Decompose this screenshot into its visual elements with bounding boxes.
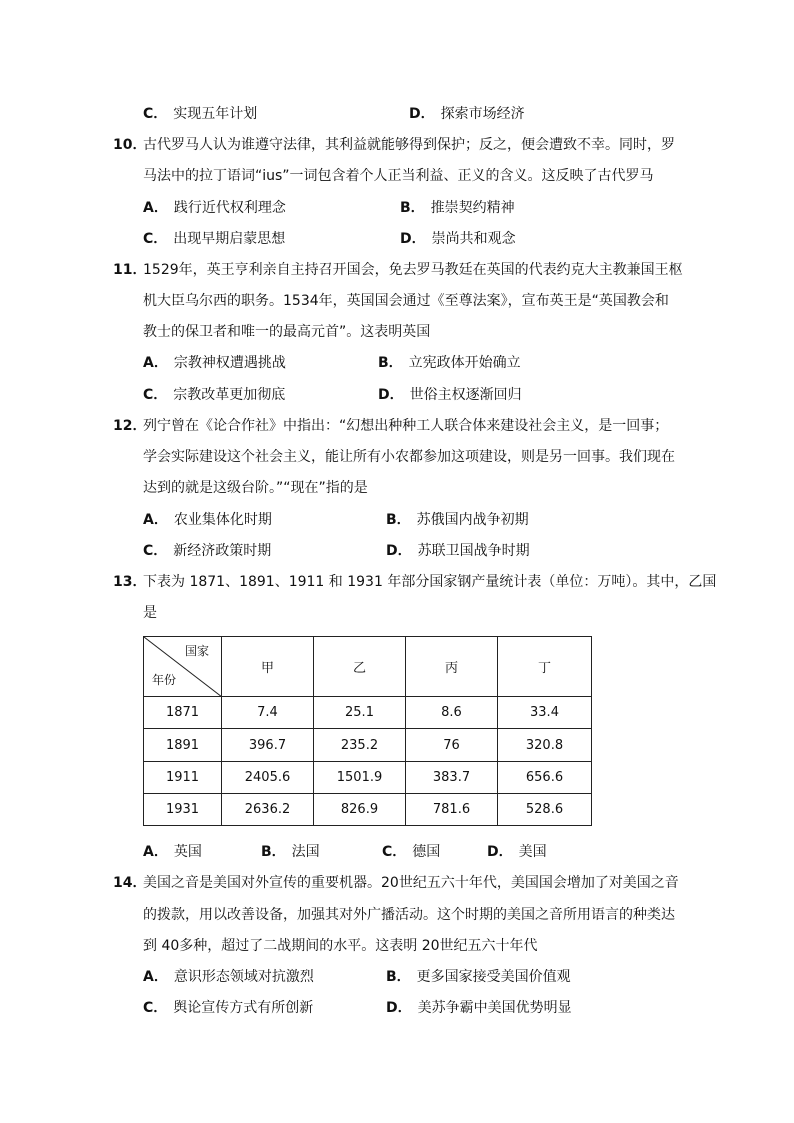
option-text: 新经济政策时期 [173,543,272,559]
option-text: 农业集体化时期 [173,512,272,528]
option-key: D． [386,543,412,559]
option-key: A． [143,844,168,860]
q13-stem-line: 下表为 1871、1891、1911 和 1931 年部分国家钢产量统计表（单位：万吨）。其中，乙国 [143,574,717,590]
table-header-row [144,637,592,697]
table-cell: 76 [406,729,498,761]
option-text: 苏联卫国战争时期 [417,543,530,559]
q14-stem-line: 的拨款，用以改善设备，加强其对外广播活动。这个时期的美国之音所用语言的种类达 [143,907,675,923]
option-key: C． [143,387,168,403]
corner-row-header: 年份 [152,673,177,688]
table-cell: 7.4 [222,697,314,729]
q10-option-c[interactable] [143,228,285,248]
table-col-header: 乙 [314,637,406,697]
table-cell: 235.2 [314,729,406,761]
option-text: 法国 [291,844,320,860]
table-cell: 2405.6 [222,761,314,793]
option-key: B． [378,355,403,371]
q9-option-d[interactable] [409,103,525,123]
corner-col-header: 国家 [184,644,209,658]
table-cell: 1501.9 [314,761,406,793]
option-text: 苏俄国内战争初期 [416,512,529,528]
table-cell: 2636.2 [222,793,314,825]
q13-option-d[interactable] [487,841,547,861]
q12-option-c[interactable] [143,540,271,560]
option-text: 出现早期启蒙思想 [173,231,286,247]
option-key: C． [143,231,168,247]
q13-option-b[interactable] [261,841,320,861]
table-cell: 320.8 [498,729,592,761]
q12-option-d[interactable] [386,540,530,560]
q11-option-d[interactable] [378,384,522,404]
table-cell: 396.7 [222,729,314,761]
option-key: B． [386,512,411,528]
option-text: 宗教改革更加彻底 [173,387,286,403]
option-text: 立宪政体开始确立 [408,355,521,371]
option-key: C． [143,1000,168,1016]
q12-stem-line: 列宁曾在《论合作社》中指出：“幻想出种种工人联合体来建设社会主义，是一回事； [143,418,669,434]
table-cell: 656.6 [498,761,592,793]
option-key: A． [143,200,168,216]
option-text: 崇尚共和观念 [431,231,516,247]
q14-stem-line: 美国之音是美国对外宣传的重要机器。20世纪五六十年代，美国国会增加了对美国之音 [143,875,679,891]
table-cell: 383.7 [406,761,498,793]
table-row-year: 1911 [144,761,222,793]
option-key: D． [409,106,435,122]
q11-stem-line: 教士的保卫者和唯一的最高元首”。这表明英国 [143,324,431,340]
option-text: 美国 [518,844,547,860]
option-key: D． [487,844,513,860]
option-text: 更多国家接受美国价值观 [416,969,571,985]
q10-stem-line: 古代罗马人认为谁遵守法律，其利益就能够得到保护；反之，便会遭致不幸。同时，罗 [143,137,675,153]
q11-stem-line: 机大臣乌尔西的职务。1534年，英国国会通过《至尊法案》，宣布英王是“英国教会和 [143,293,669,309]
table-row [144,761,592,793]
table-cell: 8.6 [406,697,498,729]
option-text: 探索市场经济 [440,106,525,122]
table-row-year: 1891 [144,729,222,761]
q10-option-a[interactable] [143,197,286,217]
table-cell: 826.9 [314,793,406,825]
table-cell: 25.1 [314,697,406,729]
option-text: 宗教神权遭遇挑战 [173,355,286,371]
table-row-year: 1871 [144,697,222,729]
q10-number: 10． [113,137,147,153]
option-key: B． [261,844,286,860]
table-col-header: 丙 [406,637,498,697]
q12-stem-line: 达到的就是这级台阶。”“现在”指的是 [143,480,368,496]
q9-option-c[interactable] [143,103,257,123]
q11-stem-line: 1529年，英王亨利亲自主持召开国会，免去罗马教廷在英国的代表约克大主教兼国王枢 [143,262,683,278]
option-text: 舆论宣传方式有所创新 [173,1000,314,1016]
table-cell: 528.6 [498,793,592,825]
q12-stem-line: 学会实际建设这个社会主义，能让所有小农都参加这项建设，则是另一回事。我们现在 [143,449,675,465]
q14-option-d[interactable] [386,997,572,1017]
option-text: 践行近代权利理念 [173,200,286,216]
q11-option-c[interactable] [143,384,285,404]
option-key: A． [143,355,168,371]
q12-option-b[interactable] [386,509,529,529]
option-text: 美苏争霸中美国优势明显 [417,1000,572,1016]
option-text: 实现五年计划 [173,106,258,122]
q11-option-a[interactable] [143,352,286,372]
q14-option-c[interactable] [143,997,313,1017]
option-key: C． [382,844,407,860]
q11-option-b[interactable] [378,352,521,372]
option-key: B． [400,200,425,216]
q13-number: 13． [113,574,147,590]
option-key: D． [400,231,426,247]
option-text: 英国 [173,844,202,860]
option-key: D． [386,1000,412,1016]
q13-option-a[interactable] [143,841,202,861]
option-text: 世俗主权逐渐回归 [409,387,522,403]
table-row [144,697,592,729]
table-col-header: 丁 [498,637,592,697]
table-row [144,729,592,761]
q14-stem-line: 到 40多种，超过了二战期间的水平。这表明 20世纪五六十年代 [143,938,538,954]
table-cell: 33.4 [498,697,592,729]
option-key: C． [143,106,168,122]
option-key: B． [386,969,411,985]
q12-option-a[interactable] [143,509,272,529]
q10-option-d[interactable] [400,228,516,248]
option-text: 推崇契约精神 [430,200,515,216]
q14-option-b[interactable] [386,966,571,986]
q12-number: 12． [113,418,147,434]
q10-stem-line: 马法中的拉丁语词“ius”一词包含着个人正当利益、正义的含义。这反映了古代罗马 [143,168,654,184]
q13-stem-line: 是 [143,605,157,621]
table-row [144,793,592,825]
option-text: 德国 [412,844,441,860]
option-key: A． [143,512,168,528]
option-text: 意识形态领域对抗激烈 [173,969,314,985]
q14-number: 14． [113,875,147,891]
q13-option-c[interactable] [382,841,440,861]
option-key: A． [143,969,168,985]
option-key: C． [143,543,168,559]
q10-option-b[interactable] [400,197,515,217]
option-key: D． [378,387,404,403]
table-row-year: 1931 [144,793,222,825]
q14-option-a[interactable] [143,966,314,986]
steel-output-table [143,636,592,826]
table-cell: 781.6 [406,793,498,825]
table-col-header: 甲 [222,637,314,697]
table-corner-cell [144,637,222,697]
q11-number: 11． [113,262,147,278]
